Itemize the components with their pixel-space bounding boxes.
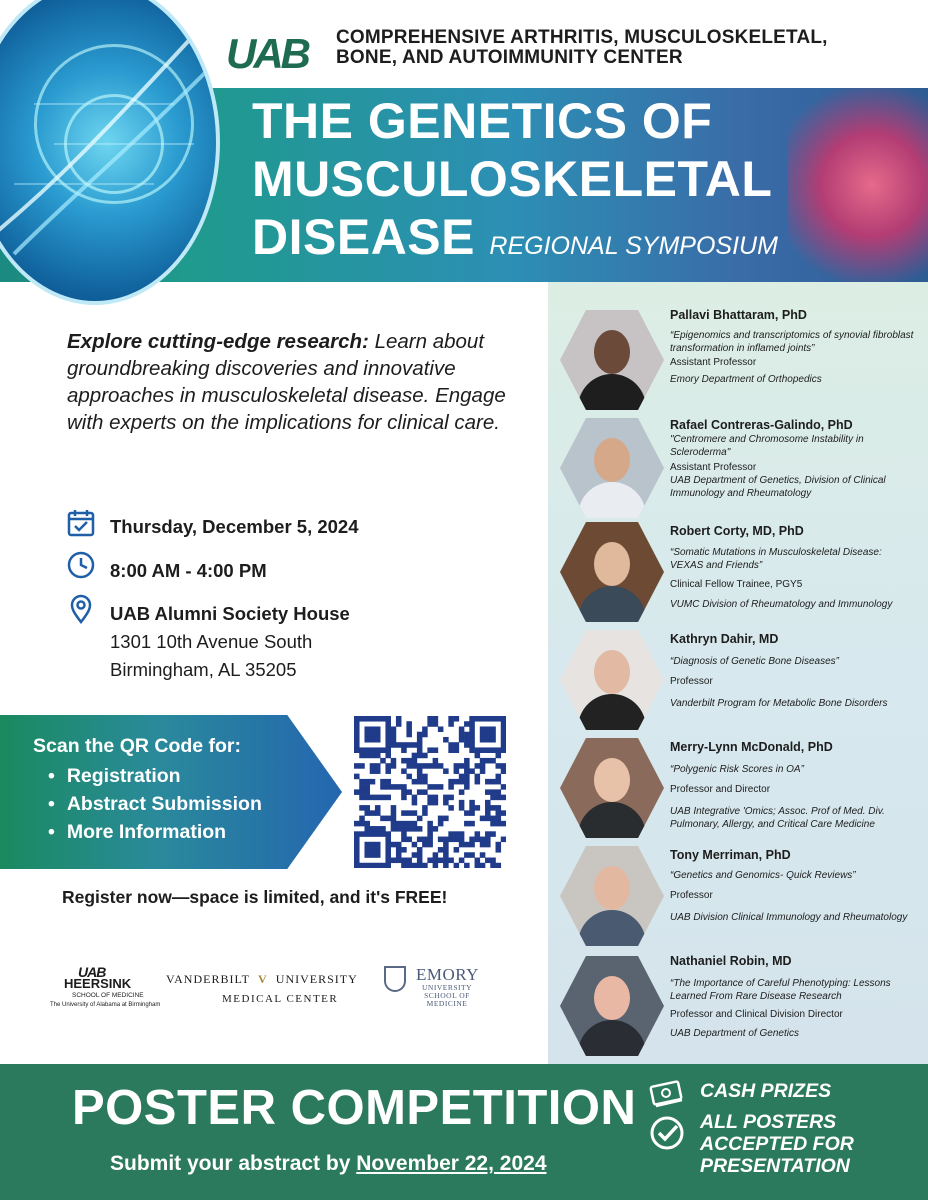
title-line2: MUSCULOSKELETAL <box>252 151 773 207</box>
speaker-name: Tony Merriman, PhD <box>670 848 791 862</box>
vanderbilt-mark-icon: V <box>257 972 268 986</box>
poster-competition-title: POSTER COMPETITION <box>72 1081 637 1135</box>
muscle-illustration <box>788 88 928 282</box>
speaker-photo <box>560 310 664 410</box>
speaker-dept: Emory Department of Orthopedics <box>670 374 822 385</box>
cash-prizes-text: CASH PRIZES <box>700 1080 832 1102</box>
qr-list <box>48 762 262 846</box>
speaker-role: Professor and Director <box>670 784 771 795</box>
all-posters-text: ALL POSTERS ACCEPTED FOR PRESENTATION <box>700 1111 854 1177</box>
event-time: 8:00 AM - 4:00 PM <box>110 560 267 581</box>
speaker-talk: “Epigenomics and transcriptomics of synovial fibroblast transformation in inflamed joints” <box>670 330 914 354</box>
speaker-dept: UAB Department of Genetics, Division of Clinical Immunology and Rheumatology <box>670 475 886 499</box>
qr-list-item: • Registration <box>48 762 262 790</box>
speaker-name: Robert Corty, MD, PhD <box>670 524 804 538</box>
speaker-talk: “The Importance of Careful Phenotyping: Lessons Learned From Rare Disease Research <box>670 978 891 1002</box>
speaker-talk: “Polygenic Risk Scores in OA” <box>670 764 804 775</box>
center-name <box>336 28 828 68</box>
speaker-dept: UAB Division Clinical Immunology and Rheumatology <box>670 912 908 923</box>
event-subtitle: REGIONAL SYMPOSIUM <box>489 232 778 260</box>
center-name-line1: COMPREHENSIVE ARTHRITIS, MUSCULOSKELETAL, <box>336 27 828 48</box>
qr-list-item: • Abstract Submission <box>48 790 262 818</box>
event-venue: UAB Alumni Society House <box>110 603 350 624</box>
speaker-name: Nathaniel Robin, MD <box>670 954 792 968</box>
speaker-dept: VUMC Division of Rheumatology and Immunology <box>670 599 893 610</box>
speaker-dept: UAB Department of Genetics <box>670 1028 799 1039</box>
speaker-role: Professor <box>670 890 713 901</box>
intro-text <box>67 328 537 436</box>
speaker-panel <box>548 282 928 1064</box>
qr-code-icon <box>354 716 506 868</box>
speaker-photo <box>560 418 664 518</box>
emory-shield-icon <box>384 966 406 992</box>
dna-illustration <box>0 0 220 305</box>
speaker-name: Pallavi Bhattaram, PhD <box>670 308 807 322</box>
speaker-name: Rafael Contreras-Galindo, PhD <box>670 418 853 432</box>
speaker-role: Assistant Professor <box>670 462 757 473</box>
uab-logo: UAB <box>226 30 308 77</box>
event-date: Thursday, December 5, 2024 <box>110 516 359 537</box>
speaker-photo <box>560 522 664 622</box>
intro-lead: Explore cutting-edge research: <box>67 330 369 353</box>
event-address-line2: Birmingham, AL 35205 <box>110 659 297 680</box>
speaker-name: Merry-Lynn McDonald, PhD <box>670 740 833 754</box>
qr-title: Scan the QR Code for: <box>33 735 242 757</box>
speaker-talk: “Diagnosis of Genetic Bone Diseases” <box>670 656 839 667</box>
speaker-dept: Vanderbilt Program for Metabolic Bone Disorders <box>670 698 888 709</box>
title-line3: DISEASE <box>252 209 476 265</box>
intro-body: Learn about groundbreaking discoveries and innovative approaches in musculoskeletal disease. Engage with experts on the implications for clinical care. <box>67 330 506 434</box>
speaker-talk: "Centromere and Chromosome Instability in Scleroderma" <box>670 434 864 458</box>
checkmark-icon <box>648 1114 686 1152</box>
speaker-photo <box>560 630 664 730</box>
event-title <box>252 92 778 275</box>
speaker-photo <box>560 846 664 946</box>
abstract-deadline: Submit your abstract by November 22, 2024 <box>110 1152 547 1175</box>
speaker-dept: UAB Integrative 'Omics; Assoc. Prof of Med. Div. Pulmonary, Allergy, and Critical Care Medicine <box>670 806 885 830</box>
speaker-name: Kathryn Dahir, MD <box>670 632 779 646</box>
center-name-line2: BONE, AND AUTOIMMUNITY CENTER <box>336 47 683 68</box>
deadline-date: November 22, 2024 <box>356 1152 547 1175</box>
register-callout: Register now—space is limited, and it's FREE! <box>62 887 448 907</box>
dna-helix-icon <box>0 0 220 305</box>
event-address-line1: 1301 10th Avenue South <box>110 631 313 652</box>
speaker-role: Professor and Clinical Division Director <box>670 1009 843 1020</box>
qr-code[interactable] <box>354 716 506 868</box>
speaker-talk: “Genetics and Genomics- Quick Reviews” <box>670 870 856 881</box>
speaker-role: Clinical Fellow Trainee, PGY5 <box>670 579 803 590</box>
speaker-talk: “Somatic Mutations in Musculoskeletal Disease: VEXAS and Friends” <box>670 547 882 571</box>
speaker-role: Professor <box>670 676 713 687</box>
clock-icon <box>66 550 96 580</box>
title-line1: THE GENETICS OF <box>252 93 713 149</box>
speaker-photo <box>560 738 664 838</box>
calendar-icon <box>66 508 96 538</box>
cash-icon <box>648 1074 686 1112</box>
speaker-role: Assistant Professor <box>670 357 757 368</box>
speaker-photo <box>560 956 664 1056</box>
location-pin-icon <box>66 594 96 624</box>
qr-list-item: • More Information <box>48 818 262 846</box>
